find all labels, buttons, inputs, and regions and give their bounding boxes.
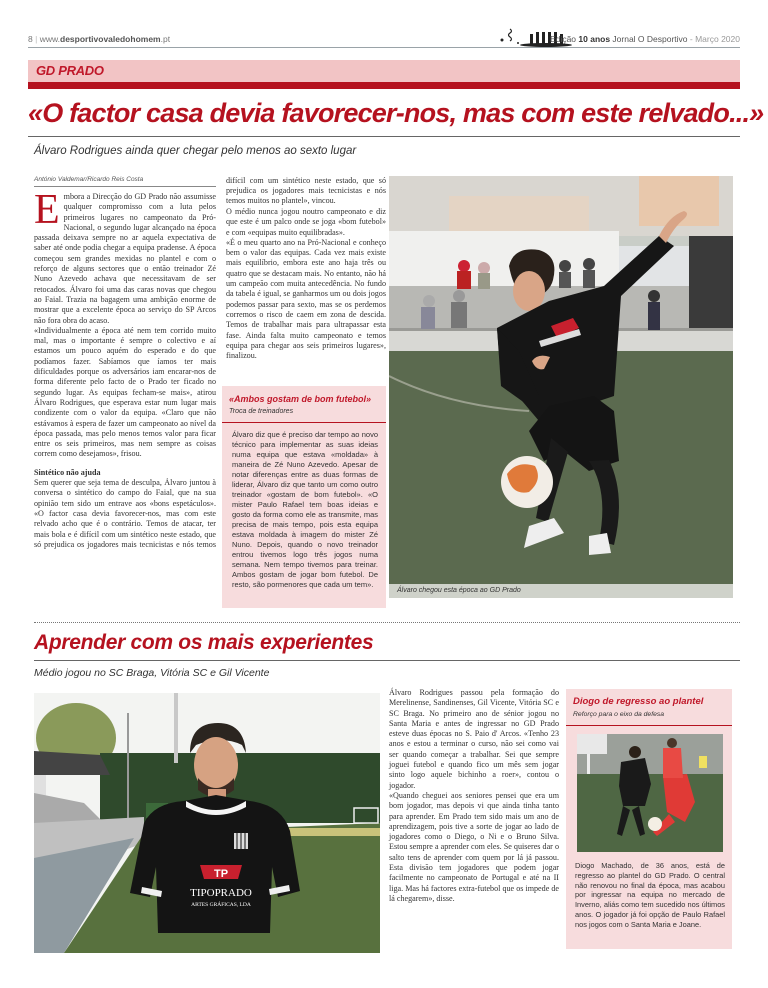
player-portrait-illustration bbox=[34, 693, 380, 953]
article-paragraph: Sem querer que seja tema de desculpa, Álvaro juntou à conversa o sintético do campo do Faial, que na sua opinião tem sido um entrave aos «bons espetáculos». «O factor casa devia favorecer-nos, mas com este relvado acho que é o contrário. Temos de atacar, ter mais bola e é difícil com um sintético neste estado, que só prejudica os jogadores mais tecnicistas e nós temos bbox=[34, 478, 216, 549]
byline: António Valdemar/Ricardo Reis Costa bbox=[34, 176, 144, 183]
headline2-rule bbox=[34, 660, 740, 661]
sidebar-box-coaches bbox=[222, 386, 386, 608]
header-rule bbox=[28, 47, 740, 48]
section-divider bbox=[34, 622, 740, 623]
sidebar-body: Diogo Machado, de 36 anos, está de regresso ao plantel do GD Prado. O central não renovou no final da época, mas acabou por ingressar na equipa no mercado de Inverno, aliás como tem sucedido nos últimos anos. O jogador já foi opção de Paulo Rafael nos jogos com o Santa Maria e Joane. bbox=[575, 861, 725, 929]
article-paragraph: Álvaro Rodrigues passou pela formação do Merelinense, Sandinenses, Gil Vicente, Vitória SC e SC Braga. No primeiro ano de sénior jogou no Santa Maria e antes de ingressar no GD Prado esteve duas épocas no S. Paio d' Arcos. «Tenho 23 anos e estou a terminar o curso, não sei como vai ser quando começar a trabalhar. Sei que sempre joguei futebol e quando fico um mês sem jogar sinto logo aquele bichinho a roer», contou o jogador. bbox=[389, 688, 559, 790]
edition-info: Edição 10 anos Jornal O Desportivo - Março 2020 bbox=[550, 34, 740, 44]
jersey-sponsor-sub: ARTES GRÁFICAS, LDA bbox=[191, 902, 251, 908]
sidebar-subtitle: Reforço para o eixo da defesa bbox=[573, 711, 665, 718]
sidebar-subtitle: Troca de treinadores bbox=[229, 408, 294, 415]
article-subtitle: Sintético não ajuda bbox=[34, 467, 101, 477]
website-link[interactable]: www.desportivovaledohomem.pt bbox=[39, 34, 171, 44]
sidebar-body: Álvaro diz que é preciso dar tempo ao novo técnico para implementar as suas ideias numa equipa que estava «moldada» à maneira de Zé Nuno Azevedo. Apesar de notar diferenças entre as duas formas de liderar, Álvaro diz que tanto um como outro treinador «gostam de bom futebol». «O mister Paulo Rafael tem boas ideias e gosto da forma como ele as transmite, mas precisa de mais tempo, pois esta equipa estava moldada à imagem do mister Zé Nuno. Depois, quando o novo treinador entrou tivemos logo três jogos numa semana. Nem tempo tivemos para treinar. Ambos gostam de jogar bom futebol. De resto, são pormenores que cada um tem». bbox=[232, 430, 378, 589]
match-illustration bbox=[577, 734, 723, 852]
player-action-photo bbox=[389, 176, 733, 598]
article-paragraph: difícil com um sintético neste estado, que só prejudica os jogadores mais tecnicistas e nós temos muitos no plantel», vincou. bbox=[226, 176, 386, 206]
section-bar bbox=[28, 82, 740, 89]
sidebar-rule bbox=[222, 422, 386, 423]
jersey-logo: TP bbox=[213, 868, 229, 880]
player-portrait-photo bbox=[34, 693, 380, 953]
drop-cap: E bbox=[34, 187, 60, 233]
section-band bbox=[28, 60, 740, 82]
page-number: 8 bbox=[28, 34, 33, 44]
article-column-2 bbox=[226, 176, 386, 361]
sidebar-rule bbox=[566, 725, 732, 726]
article2-subhead: Médio jogou no SC Braga, Vitória SC e Gil Vicente bbox=[34, 667, 270, 679]
article2-headline: Aprender com os mais experientes bbox=[34, 631, 374, 654]
article-paragraph: O médio nunca jogou noutro campeonato e diz que este é um palco onde se joga «bom futebol» e com «equipas muito equilibradas». bbox=[226, 207, 386, 237]
article-paragraph: «Individualmente a época até nem tem corrido muito mal, mas o importante é sempre o colectivo e aí estamos um pouco aquém do esperado e do que podíamos fazer. Sabíamos que íamos ter mais dificuldades porque os adversários iam encarar-nos de forma diferente pelo facto de o Prado ter ficado no segundo lugar. As equipas fecham-se mais», atirou Álvaro Rodrigues, que esperava estar num lugar mais condizente com o valor da equipa. «Claro que não estávamos à espera de fazer um campeonato ao nível da época passada, mas pelo menos temos valor para ficar entre os seis primeiros, mas nem sempre as coisas correm como desejamos», frisou. bbox=[34, 325, 216, 459]
sidebar-title: Diogo de regresso ao plantel bbox=[573, 696, 704, 707]
page-folio: 8 | www.desportivovaledohomem.pt bbox=[28, 34, 171, 44]
article-column-1 bbox=[34, 187, 216, 550]
sidebar-box-diogo bbox=[566, 689, 732, 949]
article-subhead: Álvaro Rodrigues ainda quer chegar pelo menos ao sexto lugar bbox=[34, 145, 357, 157]
player-action-illustration bbox=[389, 176, 733, 598]
photo-caption: Álvaro chegou esta época ao GD Prado bbox=[389, 584, 733, 598]
sidebar-title: «Ambos gostam de bom futebol» bbox=[229, 394, 372, 404]
section-label: GD PRADO bbox=[36, 63, 104, 78]
article-paragraph: «Quando cheguei aos seniores pensei que era um bom jogador, mas depois vi que ainda tinha tanto para aprender. Em Prado tem sido mais um ano de aprendizagem, pois tive a sorte de jogar ao lado de jogadores como o Diego, o Ni e o Bruno Silva. Estou sempre a aprender com eles. Se quiseres dar o salto tens de aprender com quem por lá já passou. Esta divisão tem jogadores que podem jogar facilmente no campeonato de Portugal e até na II liga. Mas há factores extra-futebol que os impede de lá chegarem», disse. bbox=[389, 790, 559, 903]
article-paragraph: «É o meu quarto ano na Pró-Nacional e conheço bem o valor das equipas. Cada vez mais existe mais equilíbrio, embora este ano haja três ou quatro que se destacam mais. No entanto, não há um campeão com muita antecedência. No fundo da tabela é igual, se ganharmos um ou dois jogos podemos passar para sexto, mas se os perdemos corremos o risco de caem em zona de descida. Temos de trabalhar mais para ultrapassar esta fase. Ainda falta muito campeonato e temos equipa para chegar aos seis primeiros lugares», finalizou. bbox=[226, 237, 386, 361]
article-paragraph: Embora a Direcção do GD Prado não assumisse qualquer compromisso com a luta pelos primeiros lugares no campeonato da Pró-Nacional, o segundo lugar alcançado na época passada deixava sempre no ar aquela expectativa de saber até onde podia chegar a equipa pradense. A época começou sem grandes mexidas no plantel e com o reforço de alguns sectores que o então treinador Zé Nuno Azevedo achava que necessitavam de ser retocados. Álvaro foi uma das caras novas que chegou ao Faial. Trazia na bagagem uma ambição enorme de mostrar que a excelente época ao serviço do SP Arcos não fora obra do acaso. bbox=[34, 187, 216, 325]
article2-column bbox=[389, 688, 559, 904]
byline-rule bbox=[34, 186, 216, 187]
article-headline: «O factor casa devia favorecer-nos, mas com este relvado...» bbox=[28, 98, 764, 128]
match-photo bbox=[577, 734, 723, 852]
jersey-sponsor: TIPOPRADO bbox=[190, 887, 252, 899]
page-header bbox=[28, 26, 740, 48]
headline-rule bbox=[28, 136, 740, 137]
